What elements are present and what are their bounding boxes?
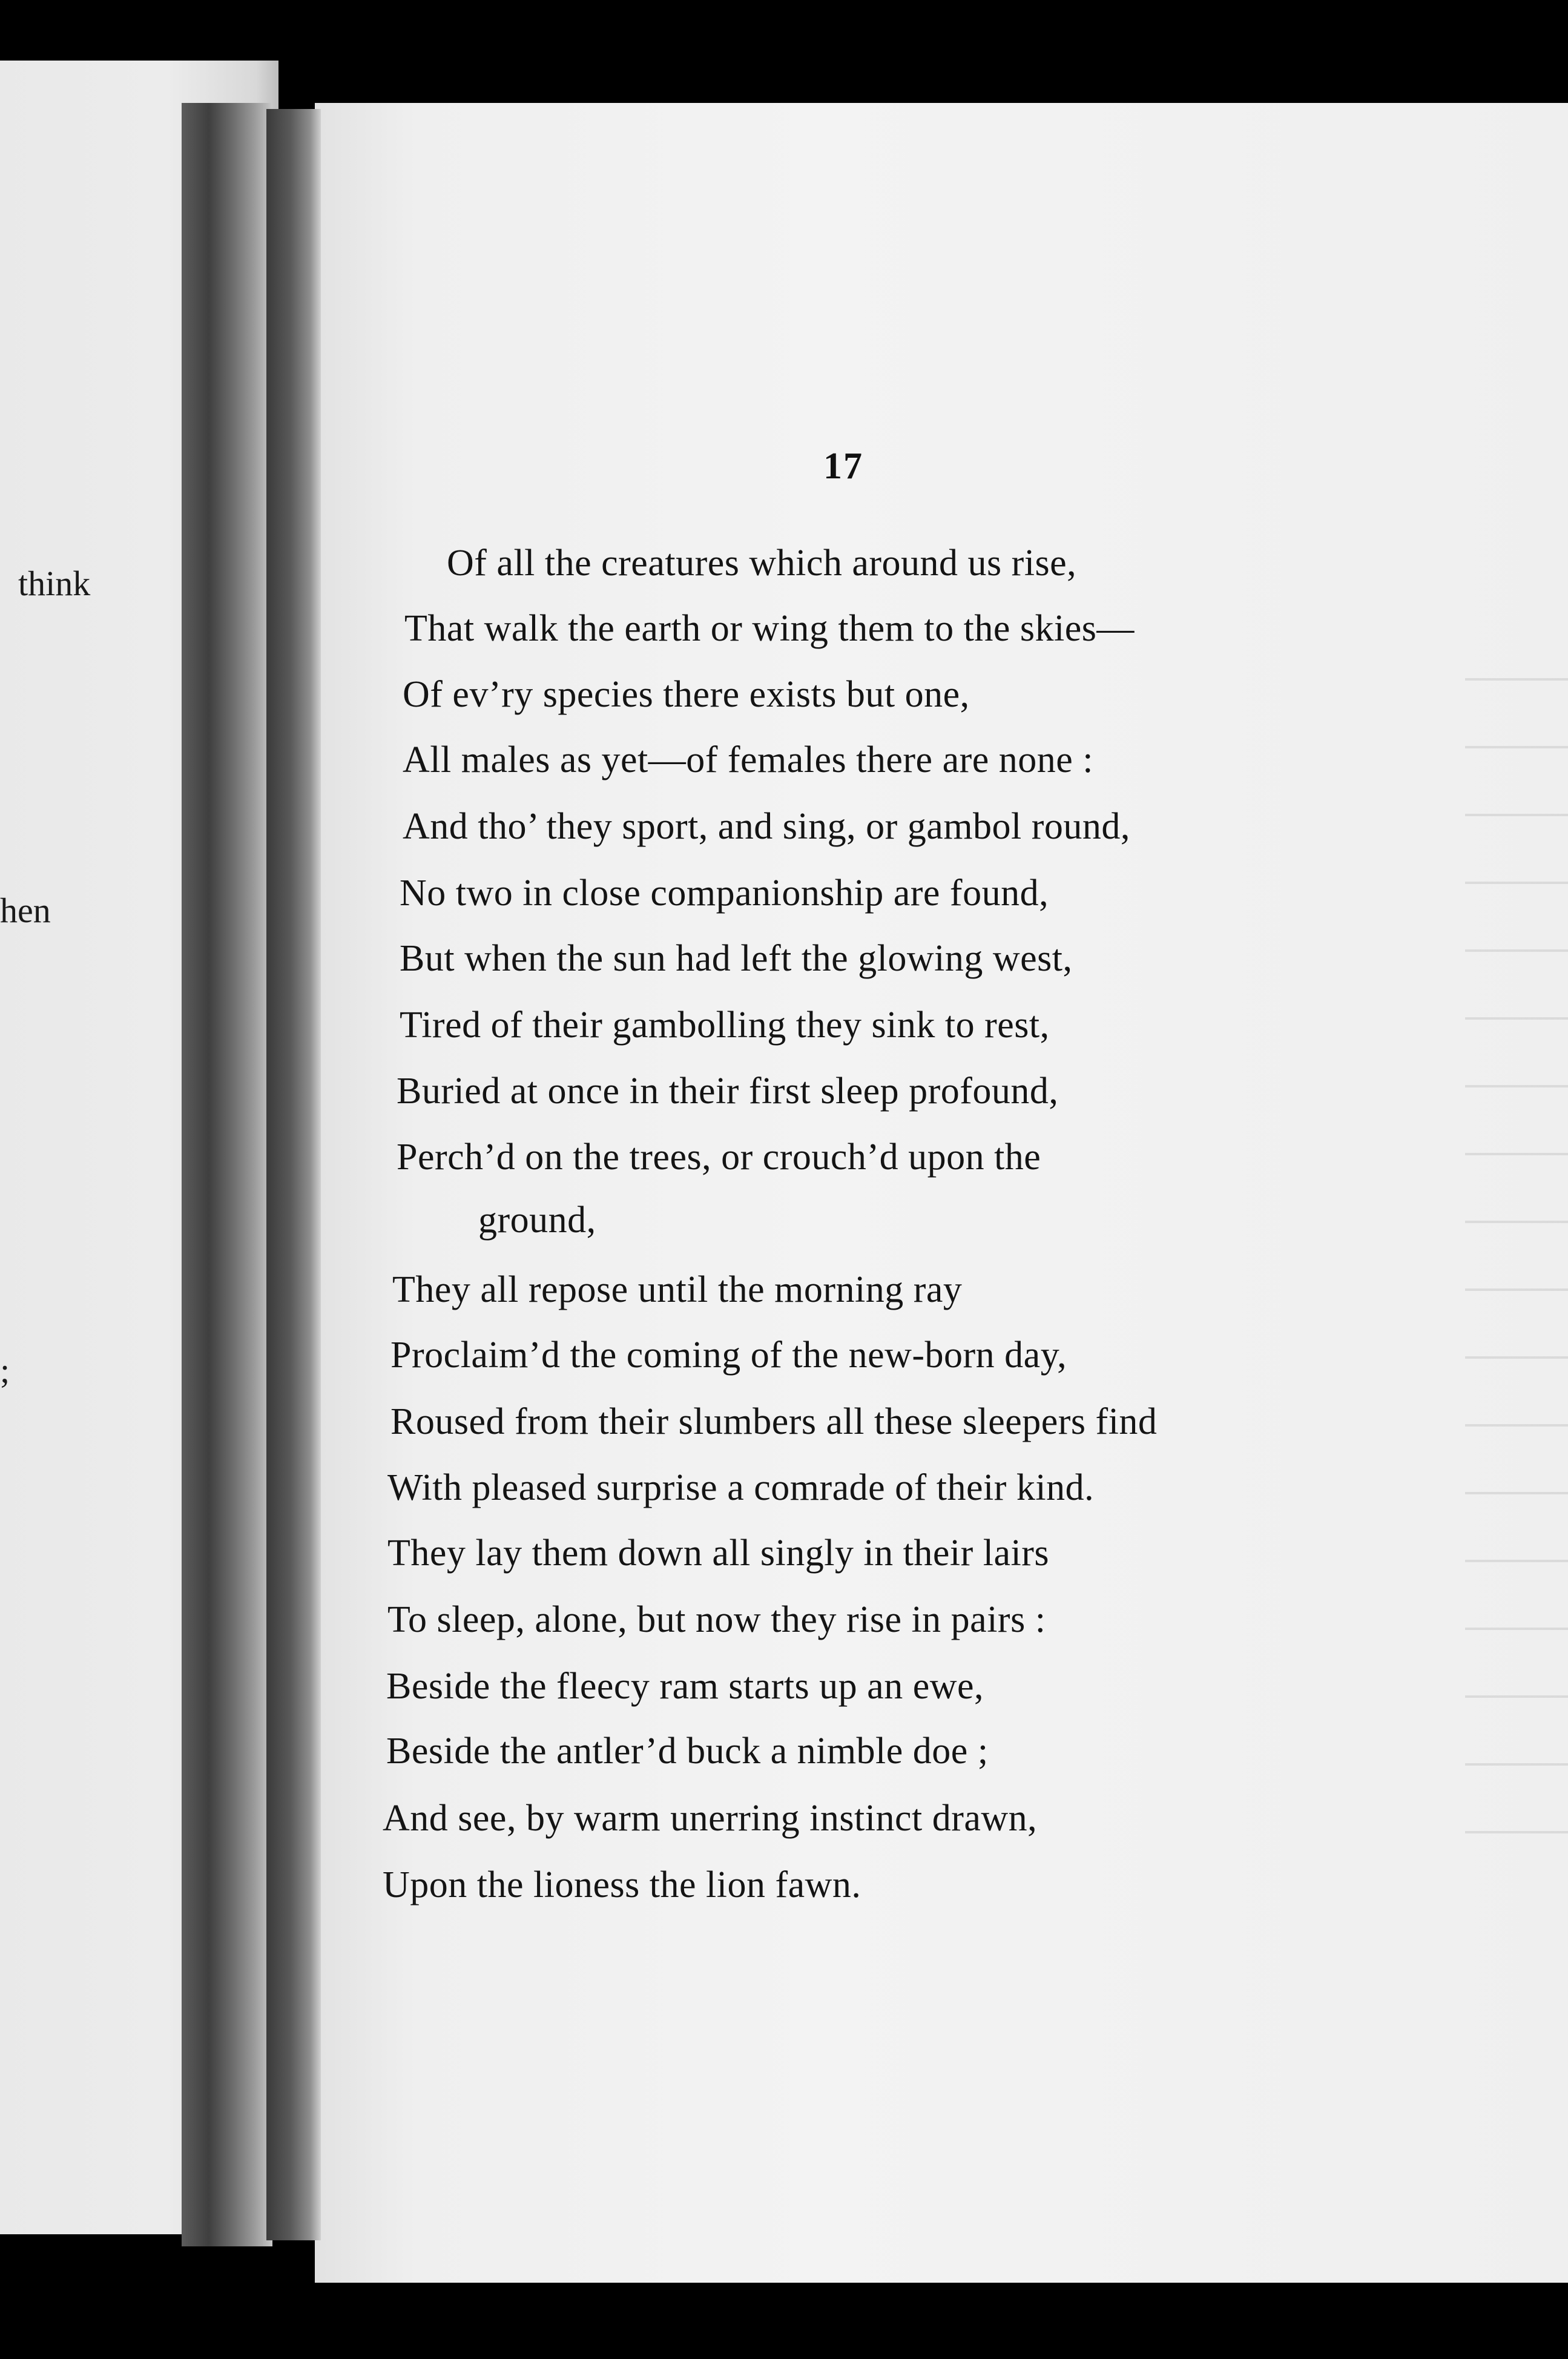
poem-line: Buried at once in their first sleep profound, <box>397 1071 1059 1112</box>
poem-line: To sleep, alone, but now they rise in pairs : <box>387 1599 1046 1640</box>
poem-line: But when the sun had left the glowing west, <box>400 938 1073 979</box>
left-page-fragment: hen <box>0 891 51 930</box>
left-page-fragment: ; <box>0 1351 10 1390</box>
poem-line: ground, <box>478 1199 596 1241</box>
poem-line: That walk the earth or wing them to the skies— <box>404 608 1135 649</box>
poem-line: Upon the lioness the lion fawn. <box>383 1864 861 1905</box>
poem-line: Proclaim’d the coming of the new-born day, <box>390 1335 1067 1376</box>
poem-line: Beside the fleecy ram starts up an ewe, <box>386 1666 984 1707</box>
poem-line: They all repose until the morning ray <box>392 1269 963 1310</box>
poem-line: And tho’ they sport, and sing, or gambol round, <box>403 806 1130 847</box>
poem-line: Of all the creatures which around us rise, <box>447 543 1077 584</box>
poem-line: Perch’d on the trees, or crouch’d upon the <box>397 1137 1041 1178</box>
poem-line: Of ev’ry species there exists but one, <box>403 674 970 715</box>
poem-line: All males as yet—of females there are none : <box>403 739 1093 780</box>
poem-line: Beside the antler’d buck a nimble doe ; <box>386 1730 989 1772</box>
poem-line: Tired of their gambolling they sink to rest, <box>400 1005 1050 1046</box>
poem-line: They lay them down all singly in their lairs <box>387 1533 1050 1574</box>
page-number: 17 <box>823 446 863 487</box>
poem-line: And see, by warm unerring instinct drawn, <box>383 1798 1038 1839</box>
left-page-fragment: think <box>18 564 91 603</box>
poem-line: No two in close companionship are found, <box>400 873 1049 914</box>
poem-line: Roused from their slumbers all these sleepers find <box>390 1401 1158 1442</box>
poem-line: With pleased surprise a comrade of their kind. <box>387 1467 1095 1508</box>
